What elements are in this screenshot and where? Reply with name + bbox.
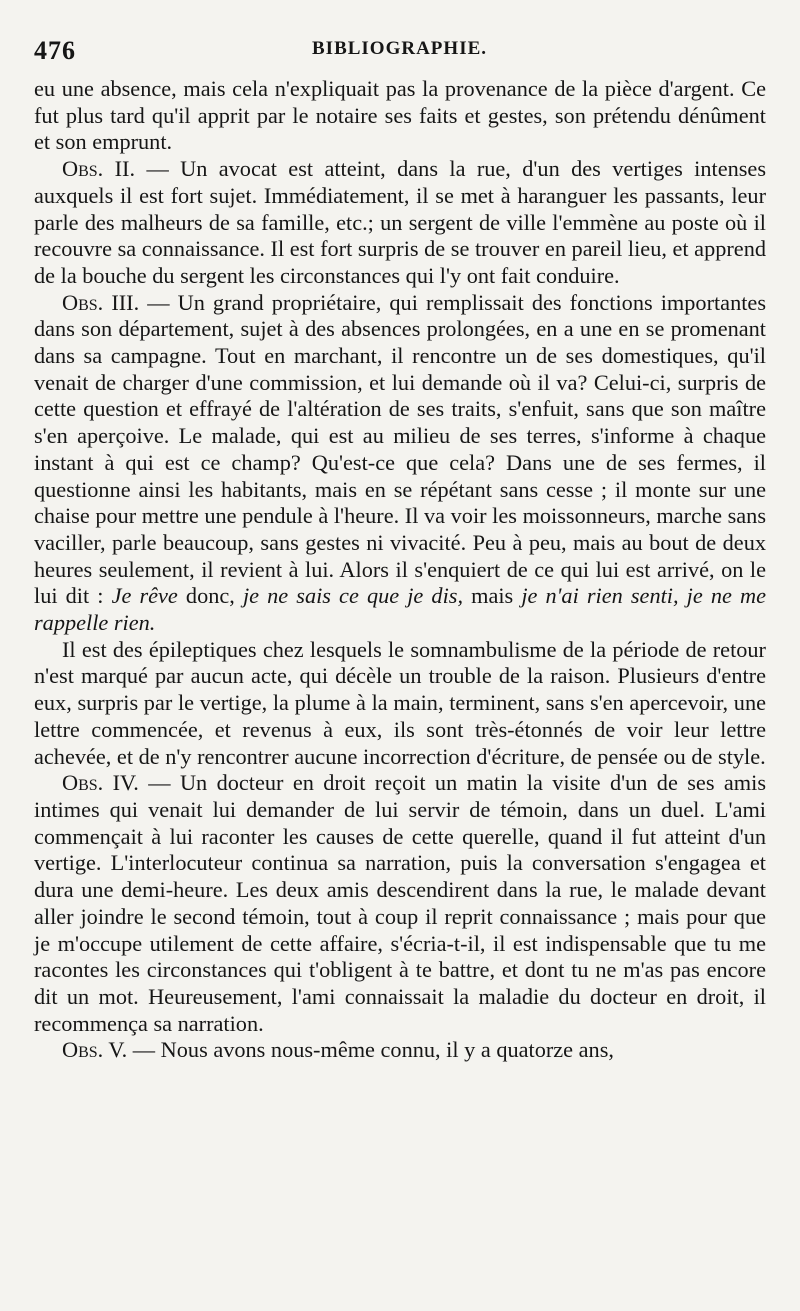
paragraph-text: Il est des épileptiques chez lesquels le somnambulisme de la période de retour n'est marqué par aucun acte, qui décèle un trouble de la raison. Plusieurs d'entre eux, surpris par le vertige, la plume à la main, terminent, sans s'en apercevoir, une lettre commencée, et revenus à eux, ils sont très-étonnés de voir leur lettre achevée, et de n'y rencontrer aucune incorrection d'écriture, de pensée ou de style. [34, 636, 766, 769]
observation-label: Obs. III. [62, 289, 140, 315]
quote-italic: je n'ai rien senti, je ne me rappelle rien. [34, 583, 766, 636]
observation-4 [34, 770, 766, 1037]
paragraph-continuation [34, 76, 766, 156]
running-title: BIBLIOGRAPHIE. [312, 38, 488, 59]
page-number: 476 [34, 36, 76, 65]
observation-5 [34, 1037, 766, 1064]
paragraph-text: eu une absence, mais cela n'expliquait pas la provenance de la pièce d'argent. Ce fut plus tard qu'il apprit par le notaire ses faits et gestes, son prétendu dénûment et son emprunt. [34, 76, 766, 155]
paragraph-general [34, 637, 766, 771]
observation-label: Obs. IV. [62, 770, 139, 796]
observation-label: Obs. II. [62, 156, 136, 182]
page-header [34, 36, 766, 76]
observation-text: — Un avocat est atteint, dans la rue, d'un des vertiges intenses auxquels il est fort sujet. Immédiatement, il se met à haranguer les passants, leur parle des malheurs de sa famille, etc.; un sergent de ville l'emmène au poste où il recouvre sa connaissance. Il est fort surpris de se trouver en pareil lieu, et apprend de la bouche du sergent les circonstances qui l'y ont fait conduire. [34, 156, 766, 288]
observation-text: donc, [177, 583, 243, 609]
quote-italic: Je rêve [111, 583, 178, 609]
observation-3 [34, 290, 766, 637]
observation-text: — Nous avons nous-même connu, il y a quatorze ans, [127, 1037, 614, 1063]
observation-label: Obs. V. [62, 1037, 128, 1063]
observation-text: — Un docteur en droit reçoit un matin la visite d'un de ses amis intimes qui venait lui demander de lui servir de témoin, dans un duel. L'ami commençait à lui raconter les causes de cette querelle, quand il fut atteint d'un vertige. L'interlocuteur continua sa narration, puis la conversation s'engagea et dura une demi-heure. Les deux amis descendirent dans la rue, le malade devant aller joindre le second témoin, tout à coup il reprit connaissance ; mais pour que je m'occupe utilement de cette affaire, s'écria-t-il, il est indispensable que tu me racontes les circonstances qui t'obligent à te battre, et dont tu ne m'as pas encore dit un mot. Heureusement, l'ami connaissait la maladie du docteur en droit, il recommença sa narration. [34, 770, 766, 1036]
quote-italic: je ne sais ce que je dis, [242, 583, 464, 609]
observation-2 [34, 156, 766, 290]
observation-text: mais [463, 583, 522, 609]
body-text [34, 76, 766, 1064]
observation-text: — Un grand propriétaire, qui remplissait des fonctions importantes dans son département, sujet à des absences prolongées, en a une en se promenant dans sa campagne. Tout en marchant, il rencontre un de ses domestiques, qu'il venait de charger d'une commission, et lui demande où il va? Celui-ci, surpris de cette question et effrayé de l'altération de ses traits, s'enfuit, sans que son maître s'en aperçoive. Le malade, qui est au milieu de ses terres, s'informe à chaque instant à qui est ce champ? Qu'est-ce que cela? Dans une de ses fermes, il questionne ainsi les habitants, mais en se répétant sans cesse ; il monte sur une chaise pour mettre une pendule à l'heure. Il va voir les moissonneurs, marche sans vaciller, parle beaucoup, sans gestes ni vivacité. Peu à peu, mais au bout de deux heures seulement, il revient à lui. Alors il s'enquiert de ce qui lui est arrivé, on le lui dit : [34, 289, 767, 609]
